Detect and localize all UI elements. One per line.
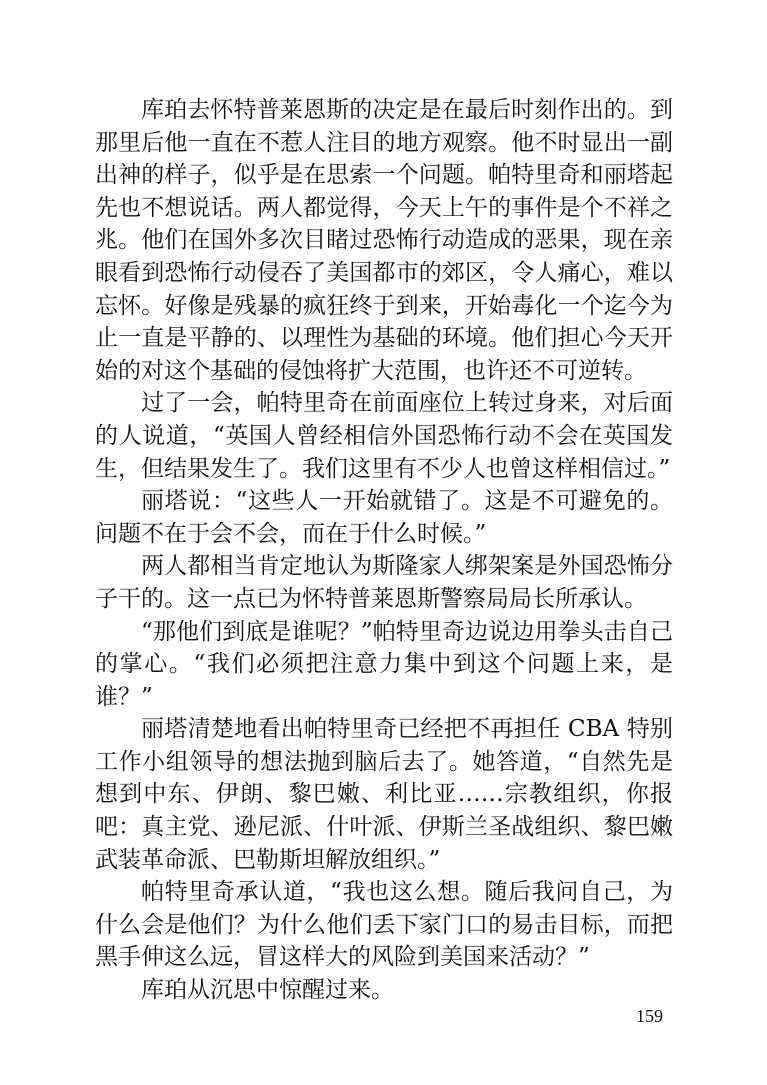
paragraph-7: 帕特里奇承认道，“我也这么想。随后我问自己，为什么会是他们？为什么他们丢下家门口的易击目标，而把黑手伸这么远，冒这样大的风险到美国来活动？” bbox=[95, 879, 673, 971]
paragraph-8: 库珀从沉思中惊醒过来。 bbox=[141, 977, 394, 1004]
paragraph-4: 两人都相当肯定地认为斯隆家人绑架案是外国恐怖分子干的。这一点已为怀特普莱恩斯警察局局长所承认。 bbox=[95, 553, 673, 612]
page-body bbox=[95, 94, 673, 1007]
paragraph-2: 过了一会，帕特里奇在前面座位上转过身来，对后面的人说道，“英国人曾经相信外国恐怖行动不会在英国发生，但结果发生了。我们这里有不少人也曾这样相信过。” bbox=[95, 390, 673, 482]
paragraph-5: “那他们到底是谁呢？”帕特里奇边说边用拳头击自己的掌心。“我们必须把注意力集中到这个问题上来，是谁？” bbox=[95, 618, 673, 710]
paragraph-3: 丽塔说：“这些人一开始就错了。这是不可避免的。问题不在于会不会，而在于什么时候。” bbox=[95, 488, 673, 547]
page-number: 159 bbox=[636, 1006, 663, 1026]
paragraph-1: 库珀去怀特普莱恩斯的决定是在最后时刻作出的。到那里后他一直在不惹人注目的地方观察。他不时显出一副出神的样子，似乎是在思索一个问题。帕特里奇和丽塔起先也不想说话。两人都觉得，今天上午的事件是个不祥之兆。他们在国外多次目睹过恐怖行动造成的恶果，现在亲眼看到恐怖行动侵吞了美国都市的郊区，令人痛心，难以忘怀。好像是残暴的疯狂终于到来，开始毒化一个迄今为止一直是平静的、以理性为基础的环境。他们担心今天开始的对这个基础的侵蚀将扩大范围，也许还不可逆转。 bbox=[95, 97, 673, 384]
paragraph-6: 丽塔清楚地看出帕特里奇已经把不再担任 CBA 特别工作小组领导的想法抛到脑后去了。她答道，“自然先是想到中东、伊朗、黎巴嫩、利比亚……宗教组织，你报吧：真主党、逊尼派、什叶派、伊斯兰圣战组织、黎巴嫩武装革命派、巴勒斯坦解放组织。” bbox=[95, 716, 673, 873]
